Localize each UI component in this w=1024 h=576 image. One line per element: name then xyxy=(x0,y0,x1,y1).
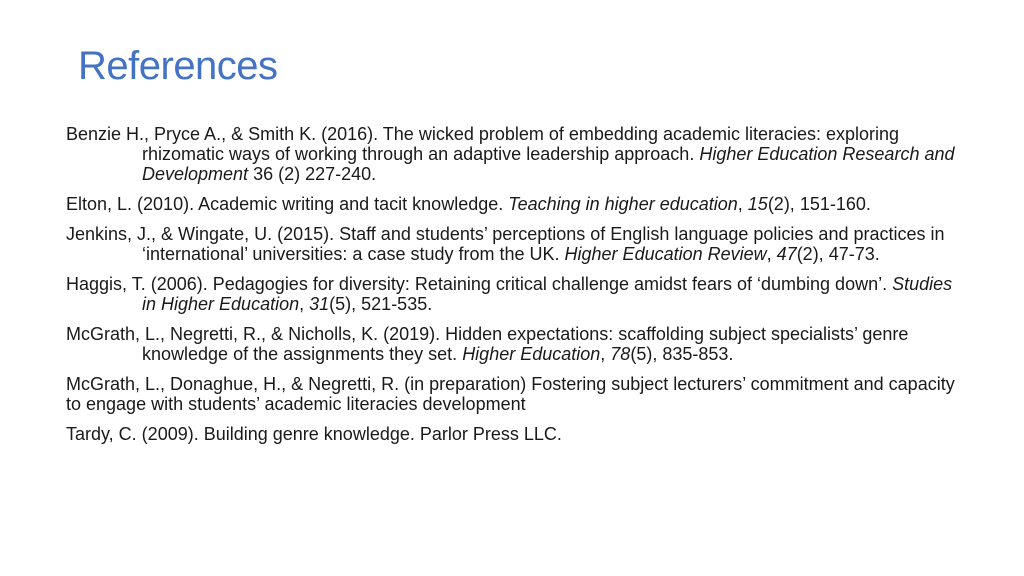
reference-item: Jenkins, J., & Wingate, U. (2015). Staff and students’ perceptions of English language policies and practices in ‘international’ universities: a case study from the UK. Higher Education Review, 47(2), 47-73. xyxy=(66,224,945,264)
slide-title: References xyxy=(78,44,278,88)
reference-item: Tardy, C. (2009). Building genre knowledge. Parlor Press LLC. xyxy=(66,424,562,444)
reference-item: McGrath, L., Negretti, R., & Nicholls, K. (2019). Hidden expectations: scaffolding subject specialists’ genre knowledge of the assignments they set. Higher Education, 78(5), 835-853. xyxy=(66,324,909,364)
reference-list xyxy=(66,124,956,454)
reference-item: Elton, L. (2010). Academic writing and tacit knowledge. Teaching in higher education, 15(2), 151-160. xyxy=(66,194,871,214)
reference-item: Haggis, T. (2006). Pedagogies for diversity: Retaining critical challenge amidst fears of ‘dumbing down’. Studies in Higher Education, 31(5), 521-535. xyxy=(66,274,953,314)
reference-item: McGrath, L., Donaghue, H., & Negretti, R. (in preparation) Fostering subject lecturers’ commitment and capacity to engage with students’ academic literacies development xyxy=(66,374,955,414)
reference-item: Benzie H., Pryce A., & Smith K. (2016). The wicked problem of embedding academic literacies: exploring rhizomatic ways of working through an adaptive leadership approach. Higher Education Research and Development 36 (2) 227-240. xyxy=(66,124,955,184)
